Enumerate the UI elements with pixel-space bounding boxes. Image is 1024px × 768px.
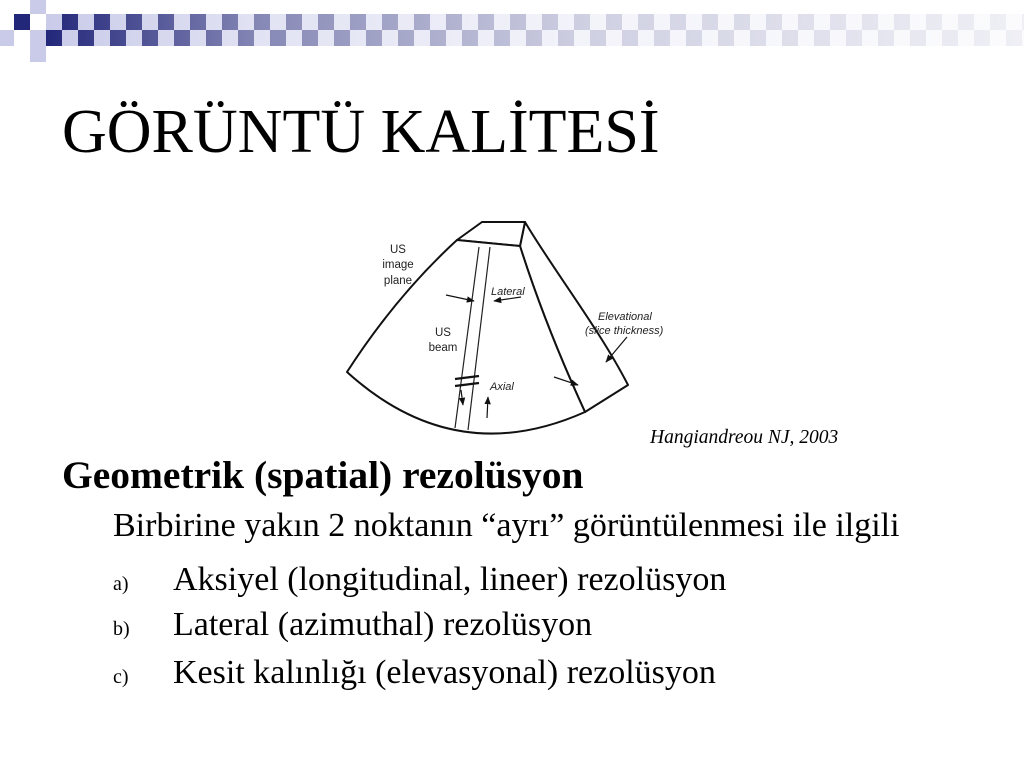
elevational-label: Elevational [598, 311, 652, 323]
list-marker: c) [113, 666, 129, 688]
lateral-label: Lateral [491, 286, 525, 298]
decoration-square [30, 30, 46, 46]
decoration-square [14, 14, 30, 30]
ultrasound-resolution-diagram [340, 215, 685, 440]
header-decoration-strip [46, 14, 1024, 46]
decoration-square [30, 46, 46, 62]
beam-label: beam [428, 342, 458, 354]
list-item-text: Aksiyel (longitudinal, lineer) rezolüsyon [173, 561, 727, 598]
list-marker: a) [113, 573, 129, 595]
figure-caption: Hangiandreou NJ, 2003 [650, 427, 839, 448]
image-plane-label: plane [383, 275, 413, 287]
elevational-label: (slice thickness) [585, 325, 664, 337]
decoration-square [30, 0, 46, 14]
list-item [113, 608, 592, 642]
axial-label: Axial [490, 381, 514, 393]
list-item [113, 563, 726, 597]
section-heading: Geometrik (spatial) rezolüsyon [62, 453, 584, 497]
list-item-text: Kesit kalınlığı (elevasyonal) rezolüsyon [173, 654, 716, 691]
list-marker: b) [113, 618, 130, 640]
beam-label: US [435, 327, 451, 339]
list-item [113, 656, 716, 690]
section-subtext: Birbirine yakın 2 noktanın “ayrı” görüntülenmesi ile ilgili [113, 507, 900, 544]
image-plane-label: image [382, 259, 414, 271]
decoration-square [0, 30, 14, 46]
list-item-text: Lateral (azimuthal) rezolüsyon [173, 606, 593, 643]
slide-title: GÖRÜNTÜ KALİTESİ [62, 98, 660, 166]
image-plane-label: US [390, 244, 406, 256]
